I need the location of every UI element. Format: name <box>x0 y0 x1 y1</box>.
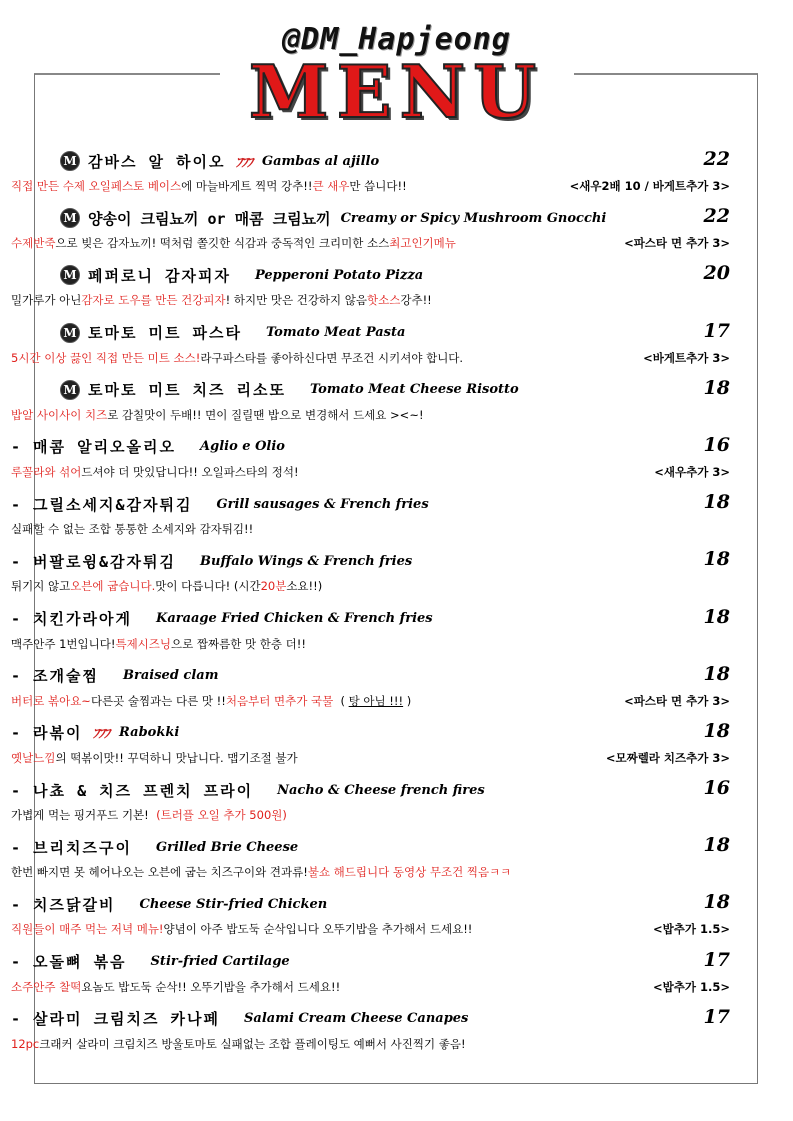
item-price: 17 <box>703 1005 730 1028</box>
item-korean-name: - 조개술찜 <box>11 667 100 686</box>
item-price: 22 <box>703 205 730 228</box>
desc-text: 맥주안주 1번입니다! <box>11 636 116 651</box>
desc-text: 에 마늘바게트 찍먹 강추!! <box>181 179 313 193</box>
item-price: 18 <box>703 662 730 685</box>
desc-text: 양념이 아주 밥도둑 순삭입니다 오뚜기밥을 추가해서 드세요!! <box>163 922 473 937</box>
item-korean-name: 토마토 미트 파스타 <box>88 324 242 343</box>
item-english-name: Nacho & Cheese french fires <box>277 782 485 798</box>
item-extra-option: <새우추가 3> <box>654 464 730 479</box>
desc-highlight: 밥알 사이사이 치즈 <box>11 407 108 422</box>
desc-highlight: 수제반죽 <box>11 236 56 251</box>
item-english-name: Aglio e Olio <box>200 439 285 455</box>
item-description <box>11 860 730 884</box>
desc-underline: 탕 아님 !!! <box>348 693 404 708</box>
desc-text: 크래커 살라미 크림치즈 방울토마토 실패없는 조합 플레이팅도 예뻐서 사진찍기 좋음! <box>39 1036 466 1051</box>
m-badge-icon: M <box>60 208 80 228</box>
item-description <box>11 403 730 427</box>
desc-text: 소요!!) <box>286 579 323 594</box>
menu-item-meat-pasta <box>11 319 730 377</box>
menu-item-brie <box>11 834 730 891</box>
item-english-name: Pepperoni Potato Pizza <box>254 267 424 283</box>
desc-highlight: 처음부터 면추가 국물 <box>225 693 334 708</box>
desc-highlight: 직원들이 매주 먹는 저녁 메뉴! <box>11 922 164 937</box>
desc-highlight: 12pc <box>11 1036 40 1051</box>
chili-spicy-icon: ﾌﾌﾌ <box>235 155 252 171</box>
item-price: 17 <box>703 319 730 342</box>
item-description <box>11 231 730 255</box>
menu-item-cheese-chicken <box>11 891 730 948</box>
item-description <box>11 346 730 370</box>
desc-highlight: 소주안주 찰떡 <box>11 979 82 994</box>
desc-highlight: 오븐에 굽습니다. <box>70 579 156 594</box>
instagram-handle: @DM_Hapjeong <box>282 22 511 57</box>
item-korean-name: - 그릴소세지&감자튀김 <box>11 495 193 514</box>
desc-text: 로 감칠맛이 두배!! 면이 질릴땐 밥으로 변경해서 드세요 ><~! <box>107 407 424 422</box>
item-extra-option: <새우2배 10 / 바게트추가 3> <box>569 179 730 193</box>
desc-highlight: 특제시즈닝 <box>115 636 172 651</box>
item-price: 18 <box>703 605 730 628</box>
desc-text: 튀기지 않고 <box>11 579 71 594</box>
desc-highlight: 루꼴라와 섞어 <box>11 464 82 479</box>
item-korean-name: - 브리치즈구이 <box>11 838 133 857</box>
item-description <box>11 917 730 941</box>
desc-highlight: 핫소스 <box>367 293 401 308</box>
menu-item-aglio <box>11 434 730 491</box>
item-english-name: Cheese Stir-fried Chicken <box>139 896 328 912</box>
chili-spicy-icon: ﾌﾌﾌ <box>92 727 110 743</box>
item-price: 16 <box>703 777 730 800</box>
item-description <box>11 288 730 312</box>
item-price: 17 <box>703 948 730 971</box>
desc-highlight: (트러플 오일 추가 500원) <box>156 808 287 823</box>
desc-text: 한번 빠지면 못 헤어나오는 오븐에 굽는 치즈구이와 견과류! <box>11 865 308 880</box>
item-price: 20 <box>703 262 730 285</box>
item-korean-name: - 치킨가라아게 <box>11 610 133 628</box>
item-extra-option: <바게트추가 3> <box>643 350 730 365</box>
desc-text: 으로 빚은 감자뇨끼! 떡처럼 쫄깃한 식감과 중독적인 크리미한 소스 <box>55 236 390 251</box>
item-korean-name: 감바스 알 하이오 <box>88 152 226 171</box>
item-english-name: Tomato Meat Pasta <box>265 325 406 341</box>
item-english-name: Buffalo Wings & French fries <box>200 553 413 569</box>
m-badge-icon: M <box>60 380 80 400</box>
item-price: 16 <box>703 433 730 456</box>
item-description <box>11 517 730 541</box>
desc-text: ) <box>403 693 412 708</box>
item-description <box>11 574 730 598</box>
item-korean-name: - 버팔로윙&감자튀김 <box>11 552 177 571</box>
desc-text: 으로 짭짜름한 맛 한층 더!! <box>171 636 306 651</box>
menu-item-nacho <box>11 777 730 834</box>
item-extra-option: <파스타 면 추가 3> <box>624 693 730 708</box>
item-english-name: Rabokki <box>119 725 180 741</box>
item-price: 18 <box>703 548 730 571</box>
item-description <box>11 174 730 198</box>
item-extra-option: <파스타 면 추가 3> <box>624 236 730 251</box>
item-english-name: Grill sausages & French fries <box>216 496 429 512</box>
item-description <box>11 460 730 484</box>
desc-highlight: 옛날느낌 <box>11 750 56 765</box>
menu-item-gnocchi <box>11 205 730 262</box>
desc-text: 실패할 수 없는 조합 통통한 소세지와 감자튀김!! <box>11 522 254 537</box>
desc-text: ( <box>333 693 349 708</box>
item-price: 18 <box>703 891 730 914</box>
desc-highlight: 불쇼 해드립니다 동영상 무조건 찍음ㅋㅋ <box>307 865 512 880</box>
desc-highlight: 최고인기메뉴 <box>389 236 456 251</box>
desc-text: 가볍게 먹는 핑거푸드 기본! <box>11 808 157 823</box>
menu-item-risotto <box>11 376 730 434</box>
menu-item-sausage <box>11 491 730 548</box>
menu-title: MENU <box>248 49 545 134</box>
desc-text: 다른곳 술찜과는 다른 맛 !! <box>90 693 226 708</box>
desc-text: 드셔야 더 맛있답니다!! 오일파스타의 정석! <box>81 464 299 479</box>
item-korean-name: - 오돌뼈 볶음 <box>11 953 127 972</box>
desc-text: 만 씁니다!! <box>349 179 407 193</box>
item-korean-name: - 매콤 알리오올리오 <box>11 438 177 457</box>
desc-text: 의 떡볶이맛!! 꾸덕하니 맛납니다. 맵기조절 불가 <box>55 750 298 765</box>
desc-highlight: 직접 만든 수제 오일페스토 베이스 <box>11 179 182 193</box>
item-korean-name: - 살라미 크림치즈 카나페 <box>11 1010 221 1029</box>
menu-item-rabokki <box>11 720 730 777</box>
item-english-name: Gambas al ajillo <box>262 153 380 169</box>
desc-text: 맛이 다릅니다! (시간 <box>155 579 261 594</box>
item-english-name: Tomato Meat Cheese Risotto <box>310 382 519 398</box>
item-english-name: Creamy or Spicy Mushroom Gnocchi <box>340 210 607 226</box>
menu-item-gambas <box>11 148 730 205</box>
item-korean-name: 양송이 크림뇨끼 or 매콤 크림뇨끼 <box>88 209 331 228</box>
desc-highlight: 20분 <box>260 579 287 594</box>
desc-text: 밀가루가 아닌 <box>11 293 82 308</box>
item-english-name: Braised clam <box>123 668 219 684</box>
m-badge-icon: M <box>60 151 80 171</box>
item-extra-option: <밥추가 1.5> <box>653 979 730 994</box>
item-extra-option: <밥추가 1.5> <box>653 922 730 937</box>
item-english-name: Grilled Brie Cheese <box>156 839 299 855</box>
m-badge-icon: M <box>60 265 80 285</box>
item-korean-name: 페퍼로니 감자피자 <box>88 266 231 285</box>
menu-item-cartilage <box>11 949 730 1006</box>
item-korean-name: - 나쵸 & 치즈 프렌치 프라이 <box>11 781 254 800</box>
item-description <box>11 632 730 656</box>
item-korean-name: 토마토 미트 치즈 리소또 <box>88 381 286 400</box>
desc-highlight: 5시간 이상 끓인 직접 만든 미트 소스! <box>11 350 201 365</box>
m-badge-icon: M <box>60 323 80 343</box>
item-description <box>11 689 730 713</box>
item-korean-name: - 치즈닭갈비 <box>11 895 116 914</box>
item-english-name: Salami Cream Cheese Canapes <box>244 1011 469 1027</box>
item-price: 18 <box>703 834 730 857</box>
item-price: 18 <box>703 376 730 399</box>
desc-text: ! 하지만 맛은 건강하지 않음 <box>225 293 368 308</box>
item-description <box>11 1032 730 1056</box>
desc-text: 강추!! <box>400 293 432 308</box>
item-price: 18 <box>703 491 730 514</box>
menu-item-canapes <box>11 1006 730 1063</box>
item-english-name: Karaage Fried Chicken & French fries <box>156 611 433 626</box>
desc-highlight: 감자로 도우를 만든 건강피자 <box>81 293 226 308</box>
item-description <box>11 746 730 770</box>
item-korean-name: - 라볶이 <box>11 724 83 743</box>
menu-list <box>11 148 730 1063</box>
desc-text: 요놈도 밥도둑 순삭!! 오뚜기밥을 추가해서 드세요!! <box>81 979 341 994</box>
desc-text: 라구파스타를 좋아하신다면 무조건 시키셔야 합니다. <box>200 350 464 365</box>
item-price: 18 <box>703 719 730 742</box>
menu-item-karaage <box>11 606 730 663</box>
item-english-name: Stir-fried Cartilage <box>150 954 290 970</box>
desc-highlight: 큰 새우 <box>312 179 350 193</box>
menu-item-pizza <box>11 262 730 319</box>
item-extra-option: <모짜렐라 치즈추가 3> <box>605 750 730 765</box>
menu-item-buffalo-wings <box>11 548 730 605</box>
menu-item-braised-clam <box>11 663 730 720</box>
item-price: 22 <box>703 148 730 170</box>
item-description <box>11 975 730 999</box>
desc-highlight: 버터로 볶아요~ <box>11 693 91 708</box>
item-description <box>11 803 730 827</box>
